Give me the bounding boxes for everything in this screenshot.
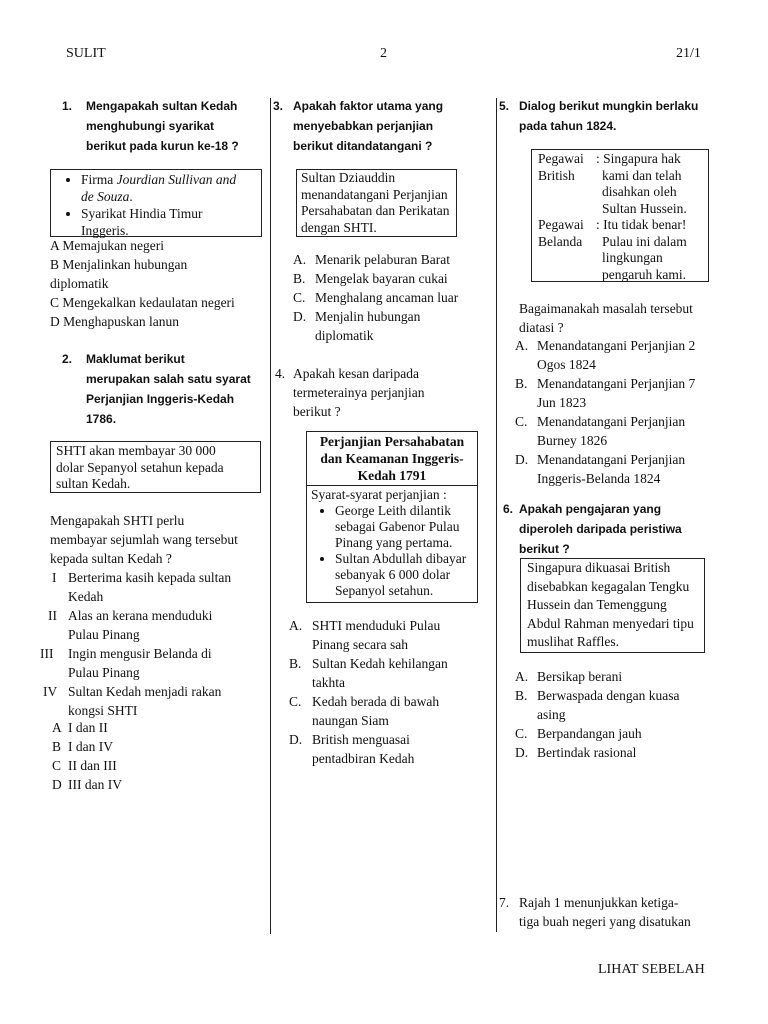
q2-statement: IV Sultan Kedah menjadi rakan kongsi SHTI (43, 684, 222, 718)
column-divider-1 (270, 98, 271, 934)
q4-info-box (306, 431, 478, 603)
q3-info-box: Sultan Dziauddin menandatangani Perjanjian Persahabatan dan Perikatan dengan SHTI. (296, 169, 457, 237)
q7-number: 7. (499, 895, 510, 910)
q3-option-c[interactable]: C. Menghalang ancaman luar (293, 290, 459, 305)
q5-question: Bagaimanakah masalah tersebut diatasi ? (519, 301, 693, 335)
q5-option-c[interactable]: C. Menandatangani Perjanjian Burney 1826 (515, 414, 686, 448)
q5-option-b[interactable]: B. Menandatangani Perjanjian 7 Jun 1823 (515, 376, 696, 410)
q2-stem: Maklumat berikut merupakan salah satu syarat Perjanjian Inggeris-Kedah 1786. (86, 352, 251, 426)
footer-turn-over: LIHAT SEBELAH (598, 962, 705, 977)
q2-options (52, 718, 262, 794)
q5-dialog-row: Pegawai Belanda : Itu tidak benar! Pulau ini dalam lingkungan pengaruh kami. (538, 217, 687, 282)
q5-options (515, 336, 745, 488)
q5-option-d[interactable]: D. Menandatangani Perjanjian Inggeris-Belanda 1824 (515, 452, 686, 486)
q1-option-b[interactable]: B Menjalinkan hubungan (50, 257, 188, 272)
q1-number: 1. (62, 99, 73, 113)
q4-number: 4. (275, 366, 286, 381)
q1-option-c[interactable]: C Mengekalkan kedaulatan negeri (50, 295, 235, 310)
q5-dialog-box (531, 149, 709, 282)
q3-option-d[interactable]: D. Menjalin hubungan diplomatik (293, 309, 421, 343)
q3-option-a[interactable]: A. Menarik pelaburan Barat (293, 252, 450, 267)
q3-option-b[interactable]: B. Mengelak bayaran cukai (293, 271, 448, 286)
q1-box-item: • Firma Jourdian Sullivan and de Souza. (81, 171, 259, 205)
q1-box-item: • Syarikat Hindia Timur Inggeris. (81, 205, 259, 239)
q2-info-box: SHTI akan membayar 30 000 dolar Sepanyol setahun kepada sultan Kedah. (50, 441, 261, 493)
q4-option-b[interactable]: B. Sultan Kedah kehilangan takhta (289, 656, 448, 690)
q5-stem: Dialog berikut mungkin berlaku pada tahun 1824. (519, 99, 699, 133)
q2-option-b[interactable]: B I dan IV (52, 739, 113, 754)
q1-option-b-cont: diplomatik (50, 276, 109, 291)
q3-number: 3. (273, 99, 284, 113)
q4-box-body: Syarat-syarat perjanjian : • George Leith dilantik sebagai Gabenor Pulau Pinang yang pertama. • Sultan Abdullah dibayar sebanyak 6 000 dolar Sepanyol setahun. (307, 486, 477, 600)
q6-option-d[interactable]: D. Bertindak rasional (515, 745, 637, 760)
q6-option-b[interactable]: B. Berwaspada dengan kuasa asing (515, 688, 680, 722)
q4-options (289, 616, 493, 768)
q1-option-d[interactable]: D Menghapuskan lanun (50, 314, 179, 329)
q1-option-a[interactable]: A Memajukan negeri (50, 238, 164, 253)
q1-options (50, 236, 265, 331)
q2-statement: II Alas an kerana menduduki Pulau Pinang (48, 608, 213, 642)
q6-options (515, 667, 745, 762)
q2-question: Mengapakah SHTI perlu membayar sejumlah wang tersebut kepada sultan Kedah ? (50, 513, 238, 566)
q4-box-item: • George Leith dilantik sebagai Gabenor Pulau Pinang yang pertama. (335, 503, 473, 551)
q4-stem: Apakah kesan daripada termeterainya perjanjian berikut ? (293, 366, 425, 419)
q6-info-box: Singapura dikuasai British disebabkan kegagalan Tengku Hussein dan Temenggung Abdul Rahman menyedari tipu muslihat Raffles. (520, 558, 705, 653)
q2-option-c[interactable]: C II dan III (52, 758, 117, 773)
q1-info-box (50, 169, 262, 237)
q1-stem: Mengapakah sultan Kedah menghubungi syarikat berikut pada kurun ke-18 ? (86, 99, 239, 153)
page-number: 2 (380, 46, 387, 61)
q6-number: 6. (503, 502, 514, 516)
q2-statement: III Ingin mengusir Belanda di Pulau Pinang (40, 646, 212, 680)
q5-option-a[interactable]: A. Menandatangani Perjanjian 2 Ogos 1824 (515, 338, 696, 372)
q3-stem: Apakah faktor utama yang menyebabkan perjanjian berikut ditandatangani ? (293, 99, 444, 153)
q6-option-a[interactable]: A. Bersikap berani (515, 669, 623, 684)
q4-box-item: • Sultan Abdullah dibayar sebanyak 6 000 dolar Sepanyol setahun. (335, 551, 473, 599)
column-divider-2 (496, 98, 497, 932)
q7-stem: Rajah 1 menunjukkan ketiga- tiga buah negeri yang disatukan (519, 895, 691, 929)
q6-stem: Apakah pengajaran yang diperoleh daripada peristiwa berikut ? (519, 502, 682, 556)
q4-box-title: Perjanjian Persahabatan dan Keamanan Inggeris- Kedah 1791 (307, 432, 477, 486)
q2-statement: I Berterima kasih kepada sultan Kedah (52, 570, 232, 604)
q4-option-d[interactable]: D. British menguasai pentadbiran Kedah (289, 732, 415, 766)
q5-number: 5. (499, 99, 510, 113)
q2-option-d[interactable]: D III dan IV (52, 777, 122, 792)
q2-statements (40, 568, 265, 720)
q3-options (293, 250, 493, 345)
q2-number: 2. (62, 352, 73, 366)
q6-option-c[interactable]: C. Berpandangan jauh (515, 726, 642, 741)
q4-option-a[interactable]: A. SHTI menduduki Pulau Pinang secara sah (289, 618, 441, 652)
q5-dialog-row: Pegawai British : Singapura hak kami dan telah disahkan oleh Sultan Hussein. (538, 151, 687, 216)
header-left: SULIT (66, 46, 106, 61)
header-right: 21/1 (676, 46, 701, 61)
q2-option-a[interactable]: A I dan II (52, 720, 108, 735)
q4-option-c[interactable]: C. Kedah berada di bawah naungan Siam (289, 694, 440, 728)
